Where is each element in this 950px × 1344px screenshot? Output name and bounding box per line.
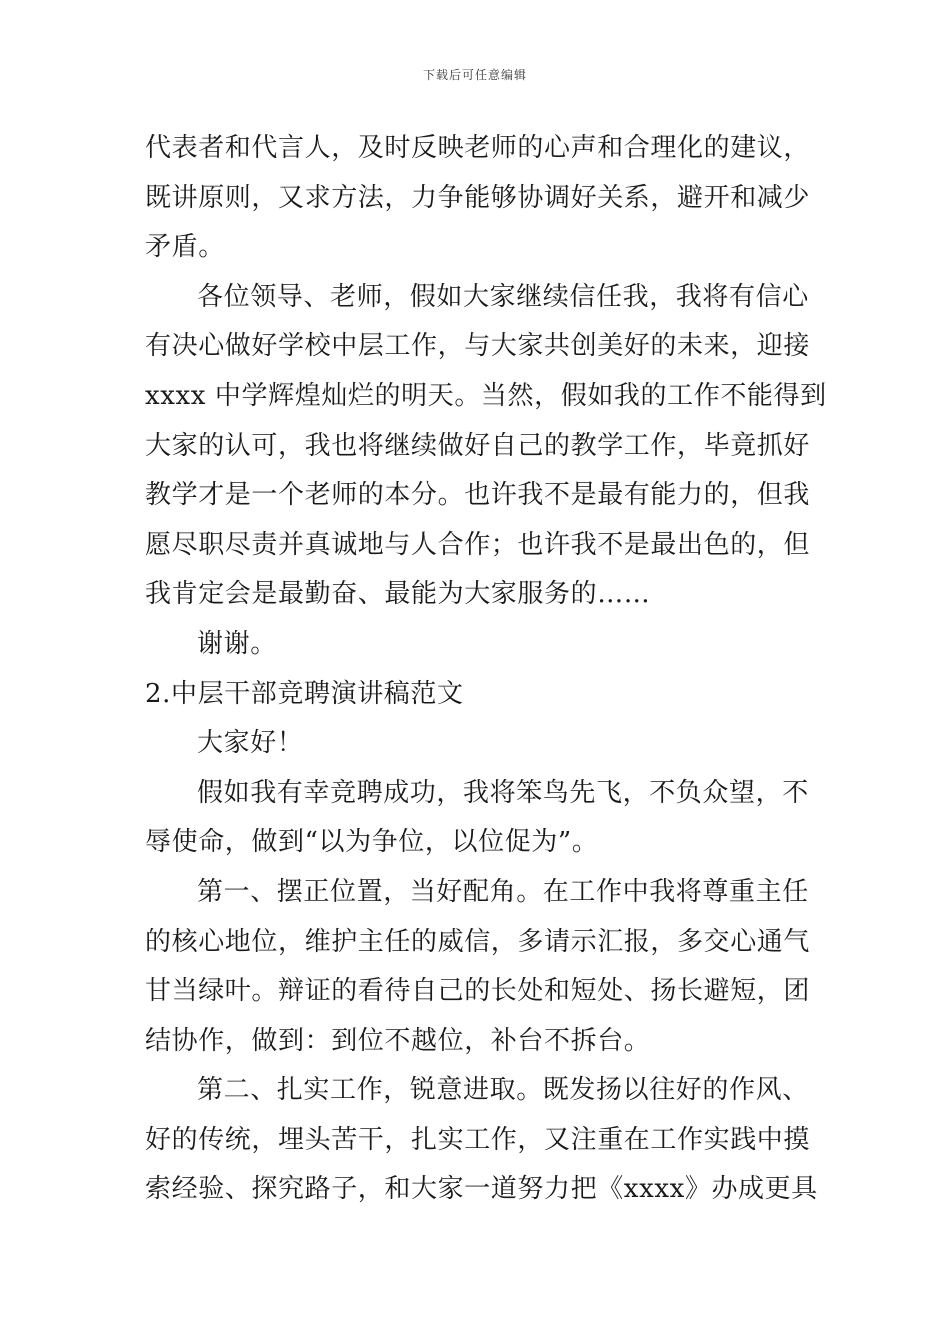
text-line: 假如我有幸竞聘成功，我将笨鸟先飞，不负众望，不 [197, 777, 809, 808]
text-line: 有决心做好学校中层工作，与大家共创美好的未来，迎接 [145, 331, 811, 362]
text-line: 的核心地位，维护主任的威信，多请示汇报，多交心通气 [145, 926, 811, 957]
text-line: 2.中层干部竞聘演讲稿范文 [145, 678, 464, 709]
text-line: 结协作，做到：到位不越位，补台不拆台。 [145, 1025, 651, 1056]
text-line: 甘当绿叶。辩证的看待自己的长处和短处、扬长避短，团 [145, 976, 811, 1007]
text-line: 大家好！ [197, 728, 304, 759]
text-line: 索经验、探究路子，和大家一道努力把《xxxx》办成更具 [145, 1174, 818, 1205]
text-line: xxxx 中学辉煌灿烂的明天。当然，假如我的工作不能得到 [145, 380, 827, 411]
text-line: 既讲原则，又求方法，力争能够协调好关系，避开和减少 [145, 182, 811, 213]
text-line: 大家的认可，我也将继续做好自己的教学工作，毕竟抓好 [145, 430, 811, 461]
text-line: 矛盾。 [145, 232, 225, 263]
text-line: 第二、扎实工作，锐意进取。既发扬以往好的作风、 [197, 1075, 809, 1106]
text-line: 第一、摆正位置，当好配角。在工作中我将尊重主任 [197, 876, 809, 907]
page-header: 下载后可任意编辑 [422, 68, 527, 82]
text-line: 各位领导、老师，假如大家继续信任我，我将有信心 [197, 281, 809, 312]
text-line: 辱使命，做到“以为争位，以位促为”。 [145, 827, 599, 858]
text-line: 谢谢。 [197, 628, 277, 659]
text-line: 好的传统，埋头苦干，扎实工作，又注重在工作实践中摸 [145, 1124, 811, 1155]
text-line: 代表者和代言人，及时反映老师的心声和合理化的建议， [145, 133, 811, 163]
text-line: 我肯定会是最勤奋、最能为大家服务的…… [145, 579, 651, 610]
document-body [145, 124, 827, 1215]
text-line: 教学才是一个老师的本分。也许我不是最有能力的，但我 [145, 480, 811, 511]
text-line: 愿尽职尽责并真诚地与人合作；也许我不是最出色的，但 [145, 529, 811, 560]
